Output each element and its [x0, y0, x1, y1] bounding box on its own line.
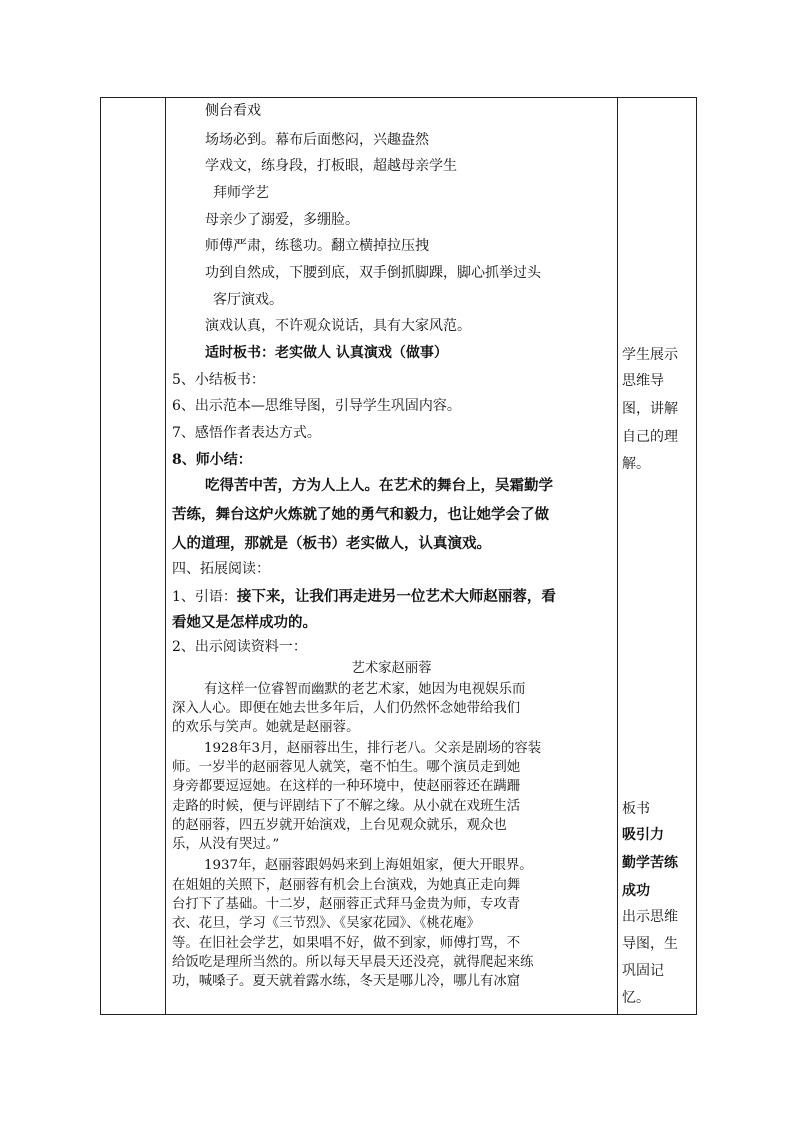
content-line: 拜师学艺: [213, 185, 269, 201]
lead-in-text: 接下来，让我们再走进另一位艺术大师赵丽蓉，看: [236, 588, 556, 605]
table-row: [101, 98, 697, 1015]
summary-line: 吃得苦中苦，方为人上人。在艺术的舞台上，吴霜勤学: [205, 477, 553, 494]
summary-line: 人的道理，那就是（板书）老实做人，认真演戏。: [172, 535, 491, 552]
lead-in-line: [172, 584, 613, 610]
content-line: 6、出示范本—思维导图，引导学生巩固内容。: [172, 398, 461, 414]
lead-in-label: 1、引语：: [172, 589, 237, 605]
side-note-line: 学生展示: [622, 347, 678, 363]
reading-line: 1937年，赵丽蓉跟妈妈来到上海姐姐家，便大开眼界。: [204, 858, 533, 873]
content-line: 客厅演戏。: [213, 292, 283, 308]
student-activity-cell: [618, 98, 697, 1015]
reading-line: 衣、花旦，学习《三节烈》、《吴家花园》、《桃花庵》: [172, 916, 480, 931]
board-keyword: 成功: [622, 883, 650, 899]
side-note-line: 自己的理: [622, 429, 678, 445]
side-note-line: 忆。: [622, 990, 650, 1006]
lead-in-text-cont: 看她又是怎样成功的。: [172, 614, 317, 631]
content-line: 7、感悟作者表达方式。: [172, 425, 321, 441]
reading-line: 深入人心。即便在她去世多年后，人们仍然怀念她带给我们: [172, 701, 521, 716]
reading-line: 功，喊嗓子。夏天就着露水练，冬天是哪儿冷，哪儿有冰窟: [172, 974, 521, 989]
board-writing-line: 适时板书：老实做人 认真演戏（做事）: [205, 345, 448, 361]
content-line: 5、小结板书：: [172, 372, 265, 388]
content-line: 母亲少了溺爱，多绷脸。: [205, 212, 359, 228]
content-line: 场场必到。幕布后面憋闷，兴趣盎然: [205, 132, 429, 148]
side-note-line: 思维导: [622, 373, 664, 389]
lesson-plan-table: [100, 97, 697, 1015]
side-note-line: 出示思维: [622, 909, 678, 925]
teacher-summary-heading: 8、师小结：: [172, 452, 252, 468]
reading-title: 艺术家赵丽蓉: [351, 661, 432, 676]
content-line: 学戏文，练身段，打板眼，超越母亲学生: [205, 158, 457, 174]
reading-line: 身旁都要逗逗她。在这样的一种环境中，使赵丽蓉还在蹒跚: [172, 779, 521, 794]
reading-line: 台打下了基础。十二岁，赵丽蓉正式拜马金贵为师，专攻青: [172, 897, 521, 912]
reading-line: 有这样一位睿智而幽默的老艺术家，她因为电视娱乐而: [204, 682, 526, 697]
section-heading: 四、拓展阅读：: [172, 561, 270, 577]
reading-line: 等。在旧社会学艺，如果唱不好，做不到家，师傅打骂，不: [172, 936, 521, 951]
reading-line: 走路的时候，便与评剧结下了不解之缘。从小就在戏班生活: [172, 799, 521, 814]
content-line: 演戏认真，不许观众说话，具有大家风范。: [205, 318, 471, 334]
side-note-line: 图，讲解: [622, 401, 678, 417]
reading-line: 在姐姐的关照下，赵丽蓉有机会上台演戏，为她真正走向舞: [172, 878, 521, 893]
reading-line: 1928年3月，赵丽蓉出生，排行老八。父亲是剧场的容装: [204, 741, 542, 756]
reading-line: 的欢乐与笑声。她就是赵丽蓉。: [172, 720, 360, 735]
teaching-content-cell: [166, 98, 618, 1015]
content-line: 2、出示阅读资料一：: [172, 639, 307, 655]
content-line: 侧台看戏: [205, 103, 261, 119]
reading-line: 的赵丽蓉，四五岁就开始演戏，上台见观众就乐，观众也: [172, 818, 507, 833]
reading-line: 乐，从没有哭过。”: [172, 837, 280, 852]
content-line: 师傅严肃，练毯功。翻立横掉拉压拽: [205, 238, 429, 254]
reading-line: 给饭吃是理所当然的。所以每天早晨天还没亮，就得爬起来练: [172, 955, 534, 970]
reading-line: 师。一岁半的赵丽蓉见人就笑，毫不怕生。哪个演员走到她: [172, 760, 521, 775]
board-keyword: 勤学苦练: [622, 855, 678, 871]
side-note-line: 巩固记: [622, 963, 664, 979]
side-note-line: 导图，生: [622, 936, 678, 952]
board-keyword: 吸引力: [622, 827, 664, 843]
board-label: 板书: [622, 801, 650, 817]
summary-line: 苦练，舞台这炉火炼就了她的勇气和毅力，也让她学会了做: [172, 506, 549, 523]
content-line: 功到自然成，下腰到底，双手倒抓脚踝，脚心抓挙过头: [205, 265, 541, 281]
side-note-line: 解。: [622, 456, 650, 472]
empty-left-cell: [101, 98, 166, 1015]
